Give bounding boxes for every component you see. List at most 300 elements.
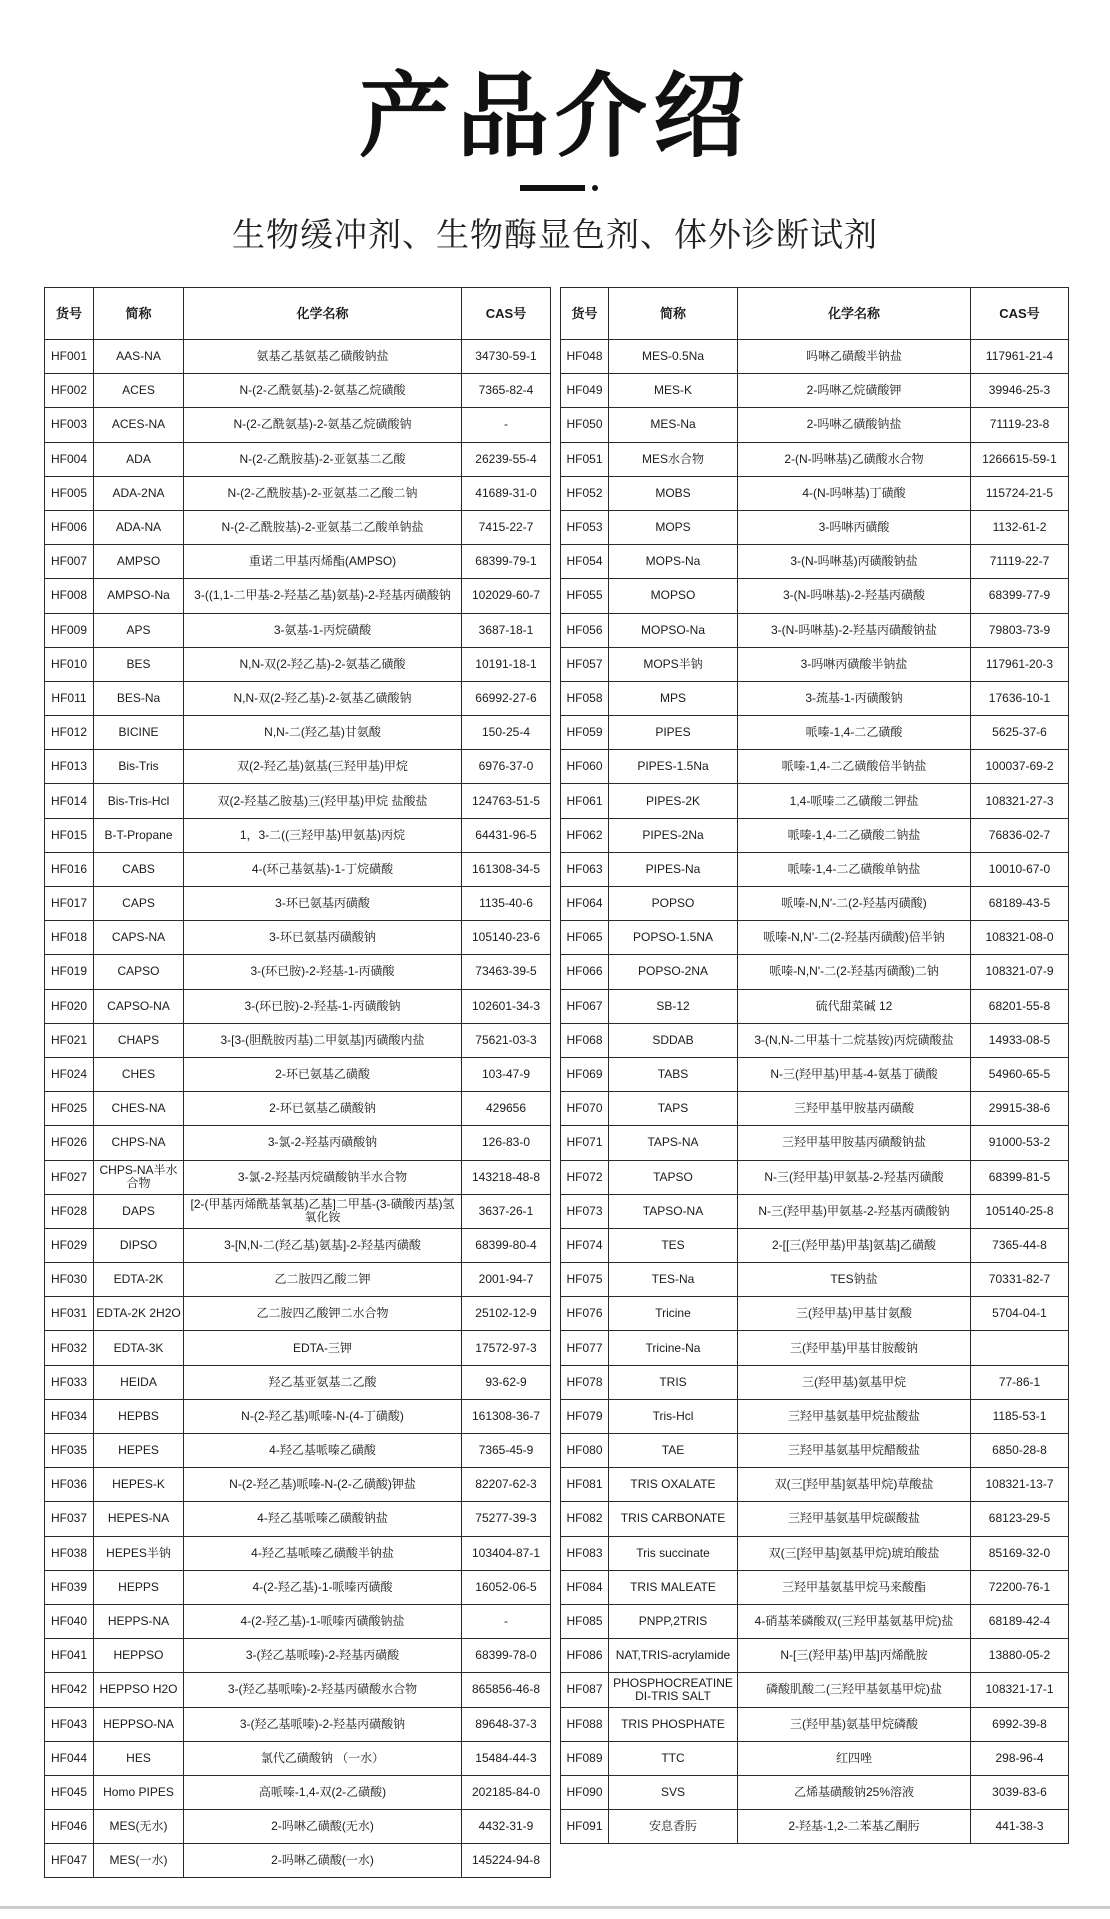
product-code-cell: HF006: [45, 510, 94, 544]
chemical-name-cell: 2-环已氨基乙磺酸钠: [184, 1092, 462, 1126]
chemical-name-cell: 三羟甲基甲胺基丙磺酸钠盐: [738, 1126, 971, 1160]
abbreviation-cell: PHOSPHOCREATINE DI-TRIS SALT: [609, 1673, 738, 1707]
abbreviation-cell: DIPSO: [94, 1228, 184, 1262]
cas-number-cell: 143218-48-8: [462, 1160, 551, 1194]
cas-number-cell: 91000-53-2: [971, 1126, 1069, 1160]
chemical-name-cell: N-(2-羟乙基)哌嗪-N-(2-乙磺酸)钾盐: [184, 1468, 462, 1502]
table-row: [45, 647, 551, 681]
header-code: 货号: [561, 288, 609, 340]
table-row: [561, 1263, 1069, 1297]
abbreviation-cell: CAPS: [94, 887, 184, 921]
table-row: [561, 1023, 1069, 1057]
cas-number-cell: 72200-76-1: [971, 1570, 1069, 1604]
cas-number-cell: 429656: [462, 1092, 551, 1126]
cas-number-cell: 66992-27-6: [462, 681, 551, 715]
abbreviation-cell: PIPES-1.5Na: [609, 750, 738, 784]
product-code-cell: HF008: [45, 579, 94, 613]
abbreviation-cell: CHAPS: [94, 1023, 184, 1057]
abbreviation-cell: MES-K: [609, 374, 738, 408]
chemical-name-cell: EDTA-三钾: [184, 1331, 462, 1365]
table-row: [45, 852, 551, 886]
table-row: [561, 1468, 1069, 1502]
table-row: [45, 1297, 551, 1331]
cas-number-cell: 68399-79-1: [462, 545, 551, 579]
product-code-cell: HF030: [45, 1263, 94, 1297]
product-code-cell: HF074: [561, 1228, 609, 1262]
abbreviation-cell: MES水合物: [609, 442, 738, 476]
chemical-name-cell: 哌嗪-N,N'-二(2-羟基丙磺酸)二钠: [738, 955, 971, 989]
abbreviation-cell: BES: [94, 647, 184, 681]
table-row: [45, 1604, 551, 1638]
cas-number-cell: 108321-07-9: [971, 955, 1069, 989]
header-chem-name: 化学名称: [738, 288, 971, 340]
table-row: [45, 1502, 551, 1536]
chemical-name-cell: 1,4-哌嗪二乙磺酸二钾盐: [738, 784, 971, 818]
abbreviation-cell: POPSO: [609, 887, 738, 921]
abbreviation-cell: CHES: [94, 1057, 184, 1091]
product-code-cell: HF026: [45, 1126, 94, 1160]
cas-number-cell: 79803-73-9: [971, 613, 1069, 647]
abbreviation-cell: TTC: [609, 1741, 738, 1775]
abbreviation-cell: NAT,TRIS-acrylamide: [609, 1639, 738, 1673]
table-row: [561, 374, 1069, 408]
cas-number-cell: 7365-82-4: [462, 374, 551, 408]
abbreviation-cell: DAPS: [94, 1194, 184, 1228]
chemical-name-cell: 三羟甲基甲胺基丙磺酸: [738, 1092, 971, 1126]
chemical-name-cell: 双(三[羟甲基]氨基甲烷)草酸盐: [738, 1468, 971, 1502]
abbreviation-cell: AAS-NA: [94, 340, 184, 374]
table-row: [45, 1331, 551, 1365]
abbreviation-cell: HEPES-NA: [94, 1502, 184, 1536]
cas-number-cell: 82207-62-3: [462, 1468, 551, 1502]
cas-number-cell: 7365-44-8: [971, 1228, 1069, 1262]
cas-number-cell: 4432-31-9: [462, 1810, 551, 1844]
abbreviation-cell: HES: [94, 1741, 184, 1775]
chemical-name-cell: N-三(羟甲基)甲基-4-氨基丁磺酸: [738, 1057, 971, 1091]
table-row: [45, 1536, 551, 1570]
product-code-cell: HF091: [561, 1810, 609, 1844]
chemical-name-cell: [2-(甲基丙烯酰基氧基)乙基]二甲基-(3-磺酸丙基)氢氧化铵: [184, 1194, 462, 1228]
product-code-cell: HF004: [45, 442, 94, 476]
abbreviation-cell: MOPS-Na: [609, 545, 738, 579]
chemical-name-cell: 3-吗啉丙磺酸半钠盐: [738, 647, 971, 681]
cas-number-cell: 6850-28-8: [971, 1434, 1069, 1468]
chemical-name-cell: 4-羟乙基哌嗪乙磺酸半钠盐: [184, 1536, 462, 1570]
product-code-cell: HF040: [45, 1604, 94, 1638]
product-code-cell: HF001: [45, 340, 94, 374]
header-abbr: 简称: [609, 288, 738, 340]
chemical-name-cell: 羟乙基亚氨基二乙酸: [184, 1365, 462, 1399]
abbreviation-cell: TRIS MALEATE: [609, 1570, 738, 1604]
table-row: [45, 442, 551, 476]
chemical-name-cell: 3-环已氨基丙磺酸: [184, 887, 462, 921]
abbreviation-cell: Bis-Tris-Hcl: [94, 784, 184, 818]
product-code-cell: HF061: [561, 784, 609, 818]
cas-number-cell: 68201-55-8: [971, 989, 1069, 1023]
abbreviation-cell: HEPPSO: [94, 1639, 184, 1673]
product-code-cell: HF090: [561, 1775, 609, 1809]
table-row: [561, 1673, 1069, 1707]
chemical-name-cell: N,N-双(2-羟乙基)-2-氨基乙磺酸: [184, 647, 462, 681]
abbreviation-cell: CHES-NA: [94, 1092, 184, 1126]
cas-number-cell: 145224-94-8: [462, 1844, 551, 1878]
table-row: [561, 750, 1069, 784]
chemical-name-cell: 2-吗啉乙烷磺酸钾: [738, 374, 971, 408]
abbreviation-cell: TAPSO-NA: [609, 1194, 738, 1228]
table-row: [45, 1399, 551, 1433]
table-row: [561, 955, 1069, 989]
cas-number-cell: 865856-46-8: [462, 1673, 551, 1707]
product-code-cell: HF033: [45, 1365, 94, 1399]
chemical-name-cell: TES钠盐: [738, 1263, 971, 1297]
cas-number-cell: 34730-59-1: [462, 340, 551, 374]
abbreviation-cell: SB-12: [609, 989, 738, 1023]
table-row: [45, 613, 551, 647]
abbreviation-cell: BICINE: [94, 716, 184, 750]
cas-number-cell: 68399-81-5: [971, 1160, 1069, 1194]
chemical-name-cell: 4-硝基苯磷酸双(三羟甲基氨基甲烷)盐: [738, 1604, 971, 1638]
cas-number-cell: 3687-18-1: [462, 613, 551, 647]
cas-number-cell: 1185-53-1: [971, 1399, 1069, 1433]
abbreviation-cell: HEPPSO-NA: [94, 1707, 184, 1741]
cas-number-cell: 75621-03-3: [462, 1023, 551, 1057]
table-row: [561, 887, 1069, 921]
cas-number-cell: 25102-12-9: [462, 1297, 551, 1331]
abbreviation-cell: TAPSO: [609, 1160, 738, 1194]
chemical-name-cell: 4-(2-羟乙基)-1-哌嗪丙磺酸钠盐: [184, 1604, 462, 1638]
chemical-name-cell: 氯代乙磺酸钠 （一水）: [184, 1741, 462, 1775]
table-row: [45, 1194, 551, 1228]
table-row: [561, 1365, 1069, 1399]
cas-number-cell: 100037-69-2: [971, 750, 1069, 784]
abbreviation-cell: EDTA-2K: [94, 1263, 184, 1297]
product-code-cell: HF053: [561, 510, 609, 544]
cas-number-cell: 102029-60-7: [462, 579, 551, 613]
product-code-cell: HF016: [45, 852, 94, 886]
abbreviation-cell: MOPSO: [609, 579, 738, 613]
abbreviation-cell: TES-Na: [609, 1263, 738, 1297]
cas-number-cell: 29915-38-6: [971, 1092, 1069, 1126]
cas-number-cell: 5625-37-6: [971, 716, 1069, 750]
chemical-name-cell: 磷酸肌酸二(三羟甲基氨基甲烷)盐: [738, 1673, 971, 1707]
table-row: [561, 921, 1069, 955]
abbreviation-cell: MES(无水): [94, 1810, 184, 1844]
chemical-name-cell: 3-(羟乙基哌嗪)-2-羟基丙磺酸水合物: [184, 1673, 462, 1707]
chemical-name-cell: 3-环已氨基丙磺酸钠: [184, 921, 462, 955]
cas-number-cell: 71119-23-8: [971, 408, 1069, 442]
abbreviation-cell: B-T-Propane: [94, 818, 184, 852]
table-row: [561, 1057, 1069, 1091]
cas-number-cell: 102601-34-3: [462, 989, 551, 1023]
product-code-cell: HF083: [561, 1536, 609, 1570]
chemical-name-cell: 3-氨基-1-丙烷磺酸: [184, 613, 462, 647]
cas-number-cell: 298-96-4: [971, 1741, 1069, 1775]
abbreviation-cell: Tricine-Na: [609, 1331, 738, 1365]
cas-number-cell: 202185-84-0: [462, 1775, 551, 1809]
table-row: [45, 1126, 551, 1160]
chemical-name-cell: 双(2-羟乙基)氨基(三羟甲基)甲烷: [184, 750, 462, 784]
product-code-cell: HF018: [45, 921, 94, 955]
abbreviation-cell: CHPS-NA半水合物: [94, 1160, 184, 1194]
product-code-cell: HF014: [45, 784, 94, 818]
product-code-cell: HF035: [45, 1434, 94, 1468]
chemical-name-cell: 三(羟甲基)甲基甘胺酸钠: [738, 1331, 971, 1365]
chemical-name-cell: 哌嗪-N,N'-二(2-羟基丙磺酸)倍半钠: [738, 921, 971, 955]
abbreviation-cell: TAPS-NA: [609, 1126, 738, 1160]
cas-number-cell: 117961-20-3: [971, 647, 1069, 681]
table-row: [45, 1810, 551, 1844]
cas-number-cell: 7365-45-9: [462, 1434, 551, 1468]
table-row: [45, 1160, 551, 1194]
chemical-name-cell: 3-氯-2-羟基丙烷磺酸钠半水合物: [184, 1160, 462, 1194]
product-code-cell: HF048: [561, 340, 609, 374]
product-code-cell: HF010: [45, 647, 94, 681]
title-underline-dot: [592, 185, 598, 191]
table-row: [45, 887, 551, 921]
cas-number-cell: 7415-22-7: [462, 510, 551, 544]
abbreviation-cell: HEPPS: [94, 1570, 184, 1604]
product-code-cell: HF071: [561, 1126, 609, 1160]
cas-number-cell: 117961-21-4: [971, 340, 1069, 374]
abbreviation-cell: MOBS: [609, 476, 738, 510]
abbreviation-cell: TAE: [609, 1434, 738, 1468]
abbreviation-cell: CAPSO: [94, 955, 184, 989]
chemical-name-cell: 1，3-二((三羟甲基)甲氨基)丙烷: [184, 818, 462, 852]
chemical-name-cell: 哌嗪-1,4-二乙磺酸单钠盐: [738, 852, 971, 886]
product-code-cell: HF046: [45, 1810, 94, 1844]
product-code-cell: HF062: [561, 818, 609, 852]
cas-number-cell: 68189-42-4: [971, 1604, 1069, 1638]
cas-number-cell: 6976-37-0: [462, 750, 551, 784]
table-row: [561, 340, 1069, 374]
product-code-cell: HF076: [561, 1297, 609, 1331]
cas-number-cell: 26239-55-4: [462, 442, 551, 476]
abbreviation-cell: ACES: [94, 374, 184, 408]
chemical-name-cell: N-(2-乙酰胺基)-2-亚氨基二乙酸二钠: [184, 476, 462, 510]
product-code-cell: HF086: [561, 1639, 609, 1673]
table-header-row: [561, 288, 1069, 340]
table-row: [45, 1707, 551, 1741]
cas-number-cell: 15484-44-3: [462, 1741, 551, 1775]
cas-number-cell: 103404-87-1: [462, 1536, 551, 1570]
product-code-cell: HF064: [561, 887, 609, 921]
product-table-left: [44, 287, 551, 1878]
abbreviation-cell: MPS: [609, 681, 738, 715]
product-code-cell: HF044: [45, 1741, 94, 1775]
product-code-cell: HF084: [561, 1570, 609, 1604]
cas-number-cell: 17636-10-1: [971, 681, 1069, 715]
table-row: [45, 1844, 551, 1878]
abbreviation-cell: MES-0.5Na: [609, 340, 738, 374]
chemical-name-cell: 4-羟乙基哌嗪乙磺酸: [184, 1434, 462, 1468]
table-row: [45, 1570, 551, 1604]
cas-number-cell: 73463-39-5: [462, 955, 551, 989]
chemical-name-cell: 哌嗪-N,N'-二(2-羟基丙磺酸): [738, 887, 971, 921]
chemical-name-cell: 双(三[羟甲基]氨基甲烷)琥珀酸盐: [738, 1536, 971, 1570]
table-row: [561, 1228, 1069, 1262]
chemical-name-cell: 红四唑: [738, 1741, 971, 1775]
cas-number-cell: 17572-97-3: [462, 1331, 551, 1365]
product-code-cell: HF019: [45, 955, 94, 989]
product-code-cell: HF063: [561, 852, 609, 886]
cas-number-cell: 10010-67-0: [971, 852, 1069, 886]
table-row: [561, 408, 1069, 442]
chemical-name-cell: N-(2-羟乙基)哌嗪-N-(4-丁磺酸): [184, 1399, 462, 1433]
table-row: [561, 1194, 1069, 1228]
table-row: [45, 1057, 551, 1091]
abbreviation-cell: PIPES-2Na: [609, 818, 738, 852]
product-code-cell: HF015: [45, 818, 94, 852]
abbreviation-cell: POPSO-2NA: [609, 955, 738, 989]
chemical-name-cell: 哌嗪-1,4-二乙磺酸二钠盐: [738, 818, 971, 852]
cas-number-cell: 85169-32-0: [971, 1536, 1069, 1570]
product-code-cell: HF043: [45, 1707, 94, 1741]
abbreviation-cell: CAPS-NA: [94, 921, 184, 955]
product-code-cell: HF007: [45, 545, 94, 579]
chemical-name-cell: 乙烯基磺酸钠25%溶液: [738, 1775, 971, 1809]
table-row: [45, 818, 551, 852]
chemical-name-cell: 哌嗪-1,4-二乙磺酸: [738, 716, 971, 750]
cas-number-cell: 6992-39-8: [971, 1707, 1069, 1741]
chemical-name-cell: 氨基乙基氨基乙磺酸钠盐: [184, 340, 462, 374]
chemical-name-cell: N,N-二(羟乙基)甘氨酸: [184, 716, 462, 750]
table-row: [45, 1775, 551, 1809]
abbreviation-cell: BES-Na: [94, 681, 184, 715]
chemical-name-cell: 2-(N-吗啉基)乙磺酸水合物: [738, 442, 971, 476]
cas-number-cell: 39946-25-3: [971, 374, 1069, 408]
table-row: [561, 1741, 1069, 1775]
product-code-cell: HF017: [45, 887, 94, 921]
abbreviation-cell: EDTA-3K: [94, 1331, 184, 1365]
table-row: [45, 716, 551, 750]
table-row: [45, 579, 551, 613]
table-row: [561, 989, 1069, 1023]
product-code-cell: HF056: [561, 613, 609, 647]
abbreviation-cell: TES: [609, 1228, 738, 1262]
page-subtitle: 生物缓冲剂、生物酶显色剂、体外诊断试剂: [232, 215, 878, 254]
chemical-name-cell: 三(羟甲基)氨基甲烷: [738, 1365, 971, 1399]
abbreviation-cell: POPSO-1.5NA: [609, 921, 738, 955]
product-code-cell: HF065: [561, 921, 609, 955]
cas-number-cell: 108321-13-7: [971, 1468, 1069, 1502]
product-code-cell: HF052: [561, 476, 609, 510]
table-row: [561, 613, 1069, 647]
page-title: 产品介绍: [358, 63, 751, 170]
chemical-name-cell: 哌嗪-1,4-二乙磺酸倍半钠盐: [738, 750, 971, 784]
header-chem-name: 化学名称: [184, 288, 462, 340]
table-row: [561, 1331, 1069, 1365]
chemical-name-cell: 双(2-羟基乙胺基)三(羟甲基)甲烷 盐酸盐: [184, 784, 462, 818]
chemical-name-cell: 3-(N-吗啉基)丙磺酸钠盐: [738, 545, 971, 579]
chemical-name-cell: 4-(N-吗啉基)丁磺酸: [738, 476, 971, 510]
product-code-cell: HF021: [45, 1023, 94, 1057]
abbreviation-cell: CABS: [94, 852, 184, 886]
table-row: [45, 1228, 551, 1262]
chemical-name-cell: 3-(羟乙基哌嗪)-2-羟基丙磺酸钠: [184, 1707, 462, 1741]
chemical-name-cell: 3-((1,1-二甲基-2-羟基乙基)氨基)-2-羟基丙磺酸钠: [184, 579, 462, 613]
abbreviation-cell: PIPES-2K: [609, 784, 738, 818]
chemical-name-cell: 3-(环已胺)-2-羟基-1-丙磺酸钠: [184, 989, 462, 1023]
product-code-cell: HF087: [561, 1673, 609, 1707]
product-code-cell: HF080: [561, 1434, 609, 1468]
product-code-cell: HF060: [561, 750, 609, 784]
cas-number-cell: 68399-77-9: [971, 579, 1069, 613]
abbreviation-cell: AMPSO: [94, 545, 184, 579]
cas-number-cell: -: [462, 1604, 551, 1638]
abbreviation-cell: HEPES半钠: [94, 1536, 184, 1570]
product-code-cell: HF088: [561, 1707, 609, 1741]
abbreviation-cell: CAPSO-NA: [94, 989, 184, 1023]
bottom-divider: [0, 1906, 1110, 1909]
table-row: [45, 1092, 551, 1126]
abbreviation-cell: APS: [94, 613, 184, 647]
cas-number-cell: 16052-06-5: [462, 1570, 551, 1604]
cas-number-cell: 10191-18-1: [462, 647, 551, 681]
table-row: [45, 1741, 551, 1775]
chemical-name-cell: 三(羟甲基)甲基甘氨酸: [738, 1297, 971, 1331]
abbreviation-cell: PNPP,2TRIS: [609, 1604, 738, 1638]
table-row: [45, 1468, 551, 1502]
cas-number-cell: 108321-17-1: [971, 1673, 1069, 1707]
cas-number-cell: 115724-21-5: [971, 476, 1069, 510]
table-row: [561, 1775, 1069, 1809]
abbreviation-cell: PIPES: [609, 716, 738, 750]
chemical-name-cell: 乙二胺四乙酸钾二水合物: [184, 1297, 462, 1331]
cas-number-cell: 108321-08-0: [971, 921, 1069, 955]
product-code-cell: HF042: [45, 1673, 94, 1707]
table-row: [45, 340, 551, 374]
chemical-name-cell: 2-[[三(羟甲基)甲基]氨基]乙磺酸: [738, 1228, 971, 1262]
table-row: [45, 408, 551, 442]
chemical-name-cell: 3-(N-吗啉基)-2-羟基丙磺酸钠盐: [738, 613, 971, 647]
cas-number-cell: 68399-78-0: [462, 1639, 551, 1673]
chemical-name-cell: N-三(羟甲基)甲氨基-2-羟基丙磺酸钠: [738, 1194, 971, 1228]
product-code-cell: HF068: [561, 1023, 609, 1057]
table-row: [45, 1365, 551, 1399]
chemical-name-cell: 2-羟基-1,2-二苯基乙酮肟: [738, 1810, 971, 1844]
table-row: [45, 1434, 551, 1468]
product-code-cell: HF025: [45, 1092, 94, 1126]
table-row: [45, 1023, 551, 1057]
abbreviation-cell: ADA: [94, 442, 184, 476]
chemical-name-cell: 三羟甲基氨基甲烷盐酸盐: [738, 1399, 971, 1433]
table-row: [45, 1673, 551, 1707]
table-row: [45, 989, 551, 1023]
table-row: [45, 784, 551, 818]
product-code-cell: HF002: [45, 374, 94, 408]
product-code-cell: HF038: [45, 1536, 94, 1570]
table-row: [561, 1810, 1069, 1844]
abbreviation-cell: ADA-2NA: [94, 476, 184, 510]
table-row: [561, 442, 1069, 476]
table-row: [561, 1570, 1069, 1604]
cas-number-cell: 70331-82-7: [971, 1263, 1069, 1297]
table-row: [561, 1434, 1069, 1468]
abbreviation-cell: MOPSO-Na: [609, 613, 738, 647]
abbreviation-cell: TAPS: [609, 1092, 738, 1126]
product-code-cell: HF037: [45, 1502, 94, 1536]
cas-number-cell: 64431-96-5: [462, 818, 551, 852]
cas-number-cell: 89648-37-3: [462, 1707, 551, 1741]
chemical-name-cell: 吗啉乙磺酸半钠盐: [738, 340, 971, 374]
cas-number-cell: 76836-02-7: [971, 818, 1069, 852]
table-row: [561, 1399, 1069, 1433]
table-row: [561, 579, 1069, 613]
product-code-cell: HF024: [45, 1057, 94, 1091]
header-code: 货号: [45, 288, 94, 340]
abbreviation-cell: Homo PIPES: [94, 1775, 184, 1809]
chemical-name-cell: 3-[3-(胆酰胺丙基)二甲氨基]丙磺酸内盐: [184, 1023, 462, 1057]
